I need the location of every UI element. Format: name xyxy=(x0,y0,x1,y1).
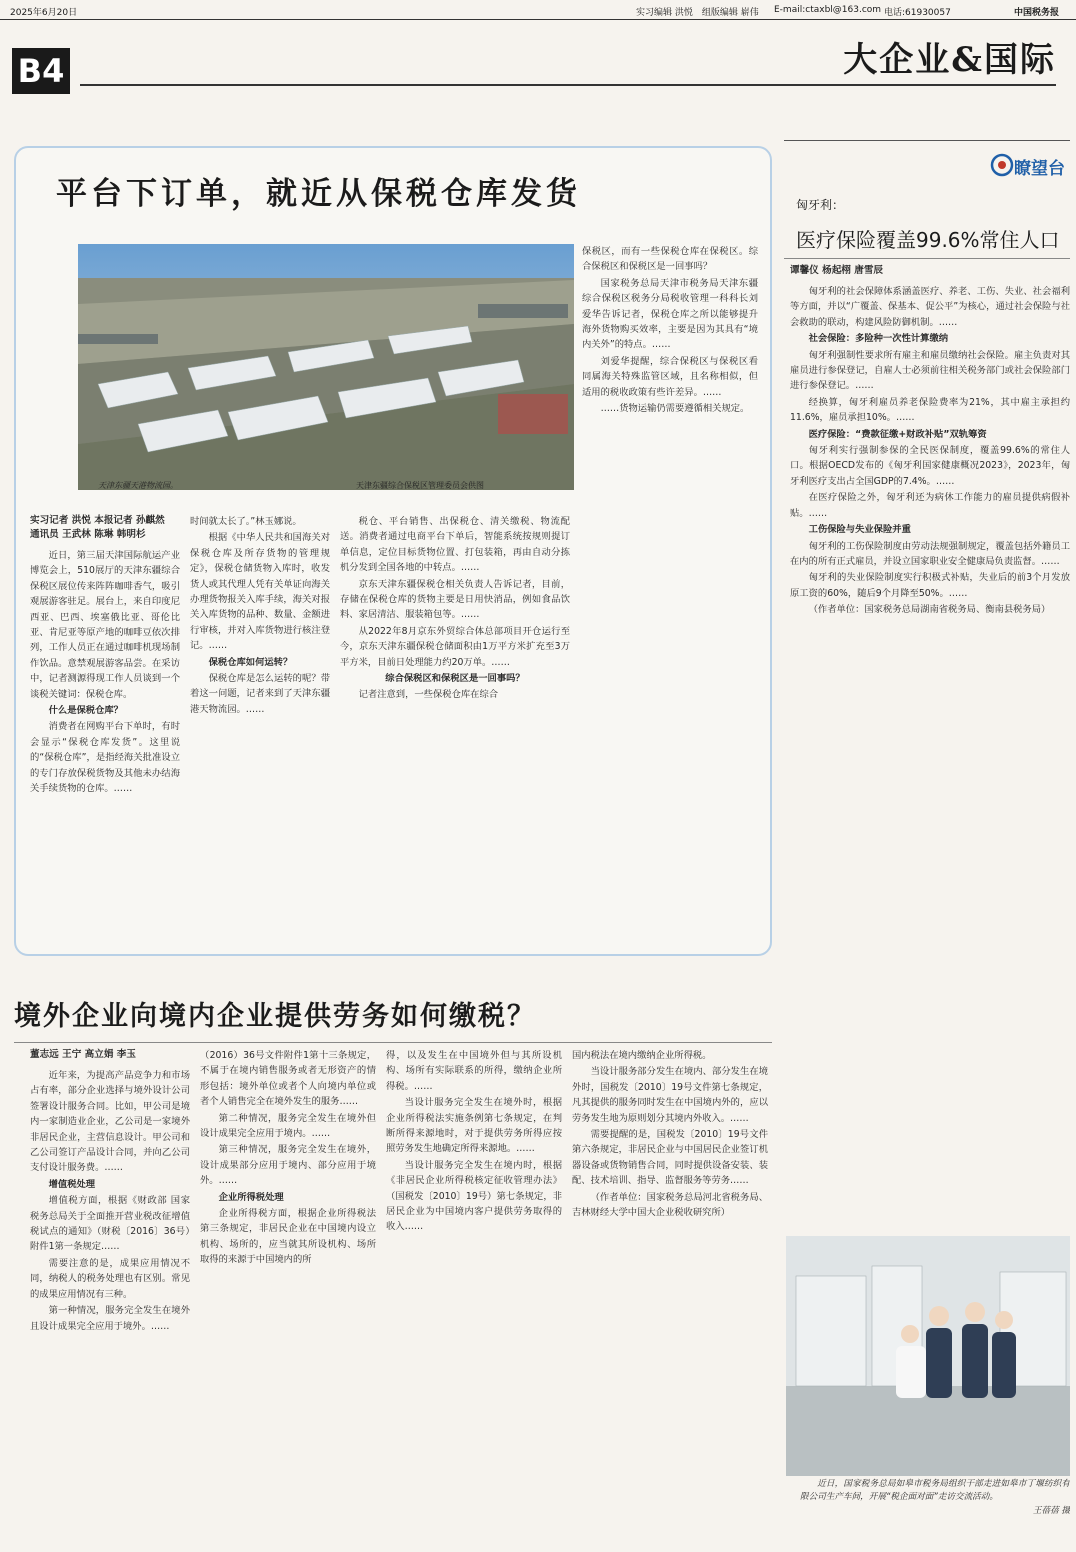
photo-credit-2: 王蓓蓓 摄 xyxy=(1032,1506,1070,1516)
phone-line: 电话:61930057 xyxy=(884,8,951,18)
editors-line: 实习编辑 洪悦 组版编辑 崭伟 xyxy=(636,8,759,18)
article1-column-2 xyxy=(190,514,330,952)
paragraph: 当设计服务完全发生在境内时，根据《非居民企业所得税核定征收管理办法》（国税发〔2010〕19号）第七条规定，非居民企业为中国境内客户提供劳务取得的收入…… xyxy=(386,1159,562,1233)
subheading: 医疗保险：“费款征缴+财政补贴”双轨筹资 xyxy=(808,428,987,440)
paragraph: 消费者在网购平台下单时，有时会显示“保税仓库发货”。这里说的“保税仓库”，是指经海关批准设立的专门存放保税货物及其他未办结海关手续货物的仓库。…… xyxy=(30,721,180,795)
sidebar-title: 医疗保险覆盖99.6%常住人口 xyxy=(796,228,1060,252)
paragraph: 当设计服务完全发生在境外时，根据企业所得税法实施条例第七条规定，在判断所得来源地时，对于提供劳务所得应按照劳务发生地确定所得来源地。…… xyxy=(386,1097,562,1155)
paragraph: 从2022年8月京东外贸综合体总部项目开仓运行至今，京东天津东疆保税仓储面积由1万平方米扩充至3万平方米，目前日处理能力约20万单。…… xyxy=(340,625,570,668)
paragraph: 近年来，为提高产品竞争力和市场占有率，部分企业选择与境外设计公司签署设计服务合同。比如，甲公司是境内一家制造业企业，乙公司是一家境外非居民企业，主营信息设计。甲公司和乙公司签订产品设计合同，并向乙公司支付设计服务费。…… xyxy=(30,1070,190,1174)
article2-column-2 xyxy=(200,1048,376,1544)
article2-column-3 xyxy=(386,1048,562,1544)
paragraph: 在医疗保险之外，匈牙利还为病休工作能力的雇员提供病假补贴。…… xyxy=(790,492,1070,519)
paragraph: 增值税方面，根据《财政部 国家税务总局关于全面推开营业税改征增值税试点的通知》（财税〔2016〕36号）附件1第一条规定…… xyxy=(30,1195,190,1253)
subheading: 工伤保险与失业保险并重 xyxy=(808,524,911,536)
page-number: B4 xyxy=(12,48,70,94)
paragraph: 近日，第三届天津国际航运产业博览会上，510展厅的天津东疆综合保税区展位传来阵阵咖啡香气，吸引观展游客驻足。展台上，来自印度尼西亚、巴西、埃塞俄比亚、哥伦比亚、肯尼亚等原产地的咖啡豆依次排列，工作人员正在通过咖啡机现场制作饮品。意禁观展游客品尝。在采访中，记者测源得现工作人员谈到一个谈税关键词：保税仓库。 xyxy=(30,550,180,700)
paragraph: 第三种情况，服务完全发生在境外，设计成果部分应用于境内、部分应用于境外。…… xyxy=(200,1144,376,1187)
paragraph: 第二种情况，服务完全发生在境外但设计成果完全应用于境内。…… xyxy=(200,1112,376,1140)
paragraph: （作者单位：国家税务总局河北省税务局、吉林财经大学中国大企业税收研究所） xyxy=(572,1191,768,1219)
paragraph: 需要注意的是，成果应用情况不同，纳税人的税务处理也有区别。常见的成果应用情况有三种。 xyxy=(30,1257,190,1300)
article2-headline: 境外企业向境内企业提供劳务如何缴税？ xyxy=(14,1001,536,1032)
sidebar-logo-text: 瞭望台 xyxy=(1014,159,1065,179)
paragraph: 匈牙利强制性要求所有雇主和雇员缴纳社会保险。雇主负责对其雇员进行参保登记，自雇人士必须前往相关税务部门或社会保险部门进行参保登记。…… xyxy=(790,349,1070,392)
sidebar-byline: 谭馨仪 杨起栩 唐雪辰 xyxy=(790,265,884,276)
paragraph: 国内税法在境内缴纳企业所得税。 xyxy=(572,1050,712,1061)
paragraph: 税仓、平台销售、出保税仓、清关缴税、物流配送。消费者通过电商平台下单后，智能系统按规则提订单信息，定位目标货物位置、打包装箱，再由自动分拣机分发到全国各地的中转点。…… xyxy=(340,516,570,574)
paragraph: 匈牙利的工伤保险制度由劳动法规强制规定，覆盖包括外籍员工在内的所有正式雇员，并设立国家职业安全健康局负责监督。…… xyxy=(790,540,1070,567)
email-line: E-mail:ctaxbl@163.com xyxy=(774,5,882,15)
paragraph: （2016）36号文件附件1第十三条规定，不属于在境内销售服务或者无形资产的情形包括：境外单位或者个人向境内单位或者个人销售完全在境外发生的服务…… xyxy=(200,1050,376,1108)
paragraph: 当设计服务部分发生在境内、部分发生在境外时，国税发〔2010〕19号文件第七条规定，凡其提供的服务同时发生在中国境内外的，应以劳务发生地为原则划分其境内外收入。…… xyxy=(572,1066,768,1124)
article2-rule xyxy=(14,1042,772,1043)
tax-visit-photo xyxy=(786,1236,1070,1476)
subheading: 综合保税区和保税区是一回事吗？ xyxy=(385,673,525,685)
photo-caption-left: 天津东疆天港物流园。 xyxy=(98,481,178,490)
article2-column-1 xyxy=(30,1048,190,1544)
article1-column-3 xyxy=(340,514,570,952)
photo-credit: 天津东疆综合保税区管理委员会供图 xyxy=(356,481,484,490)
paragraph: 匈牙利实行强制参保的全民医保制度，覆盖99.6%的常住人口。根据OECD发布的《匈牙利国家健康概况2023》，2023年，匈牙利医疗支出占全国GDP的7.4%。…… xyxy=(790,445,1070,487)
sidebar-title-rule xyxy=(784,258,1070,259)
subheading: 增值税处理 xyxy=(48,1178,96,1190)
paragraph: （作者单位：国家税务总局湖南省税务局、衡南县税务局） xyxy=(808,604,1051,616)
paragraph: 匈牙利的社会保障体系涵盖医疗、养老、工伤、失业、社会福利等方面，并以“广覆盖、保基本、促公平”为核心，通过社会保险与社会救助的联动，构建风险防御机制。…… xyxy=(790,286,1070,328)
article2-byline: 董志远 王宁 高立娟 李玉 xyxy=(30,1049,136,1060)
sidebar-kicker: 匈牙利： xyxy=(796,198,845,212)
photo-caption: 近日，国家税务总局如皋市税务局组织干部走进如皋市丁堰纺织有限公司生产车间，开展“税企面对面”走访交流活动。 xyxy=(800,1479,1070,1502)
paper-name: 中国税务报 xyxy=(1014,8,1060,18)
paragraph: 根据《中华人民共和国海关对保税仓库及所存货物的管理规定》，保税仓储货物入库时，收发货人或其代理人凭有关单证向海关办理货物报关入库手续，海关对报关入库货物的品种、数量、金额进行审核，并对入库货物进行核注登记。…… xyxy=(190,532,330,652)
subheading: 企业所得税处理 xyxy=(218,1191,284,1203)
factory-visit-illustration xyxy=(786,1236,1070,1476)
article1-byline-2: 通讯员 王武林 陈琳 韩明杉 xyxy=(30,529,146,540)
page-header-bar xyxy=(0,0,1076,20)
photo2-caption xyxy=(800,1478,1070,1544)
article1-column-1 xyxy=(30,514,180,952)
subheading: 社会保险：多险种一次性计算缴纳 xyxy=(808,333,949,345)
paragraph: 匈牙利的失业保险制度实行积极式补贴，失业后的前3个月发放原工资的60%，随后9个月降至50%。…… xyxy=(790,572,1070,599)
paragraph: 刘爱华提醒，综合保税区与保税区看同属海关特殊监管区域，且名称相似，但适用的税收政策有些许差异。…… xyxy=(582,355,758,398)
sidebar-column xyxy=(790,264,1070,1232)
paragraph: 保税仓库是怎么运转的呢？带着这一问题，记者来到了天津东疆港天物流园。…… xyxy=(190,673,330,715)
warehouse-aerial-photo xyxy=(78,244,574,490)
aerial-photo-illustration xyxy=(78,244,574,490)
masthead xyxy=(0,22,1076,122)
paragraph: 得，以及发生在中国境外但与其所设机构、场所有实际联系的所得，缴纳企业所得税。…… xyxy=(386,1050,562,1092)
paragraph: 第一种情况，服务完全发生在境外且设计成果完全应用于境外。…… xyxy=(30,1305,190,1332)
sidebar-logo xyxy=(990,150,1070,180)
article2-column-4 xyxy=(572,1048,768,1544)
article1-byline-1: 实习记者 洪悦 本报记者 孙麒然 xyxy=(30,515,165,526)
paragraph: 企业所得税方面，根据企业所得税法第三条规定，非居民企业在中国境内设立机构、场所的，应当就其所设机构、场所取得的来源于中国境内的所 xyxy=(200,1208,376,1266)
paragraph: 时间就太长了。”林玉娜说。 xyxy=(190,516,302,527)
sidebar-top-rule xyxy=(784,140,1070,141)
paragraph: 保税区，而有一些保税仓库在保税区。综合保税区和保税区是一回事吗？ xyxy=(582,246,758,273)
paragraph: ……货物运输仍需要遵循相关规定。 xyxy=(600,403,750,415)
article1-column-4 xyxy=(582,244,758,950)
paragraph: 国家税务总局天津市税务局天津东疆综合保税区税务分局税收管理一科科长刘爱华告诉记者，保税仓库之所以能够提升海外货物购买效率，主要是因为其具有“境内关外”的特点。…… xyxy=(582,277,758,351)
paragraph: 记者注意到，一些保税仓库在综合 xyxy=(358,689,499,701)
subheading: 保税仓库如何运转？ xyxy=(208,656,293,668)
section-title: 大企业&国际 xyxy=(843,40,1056,80)
paragraph: 经换算，匈牙利雇员养老保险费率为21%，其中雇主承担约11.6%，雇员承担10%。…… xyxy=(790,396,1070,424)
subheading: 什么是保税仓库？ xyxy=(48,705,123,717)
paragraph: 京东天津东疆保税仓相关负责人告诉记者，目前，存储在保税仓库的货物主要是日用快消品，例如食品饮料、家居清洁、服装箱包等。…… xyxy=(340,578,570,621)
issue-date: 2025年6月20日 xyxy=(10,8,78,18)
article1-headline: 平台下订单，就近从保税仓库发货 xyxy=(56,176,581,212)
paragraph: 需要提醒的是，国税发〔2010〕19号文件第六条规定，非居民企业与中国居民企业签订机器设备或货物销售合同，同时提供设备安装、装配、技术培训、指导、监督服务等劳务…… xyxy=(572,1129,768,1187)
masthead-rule xyxy=(80,84,1056,86)
